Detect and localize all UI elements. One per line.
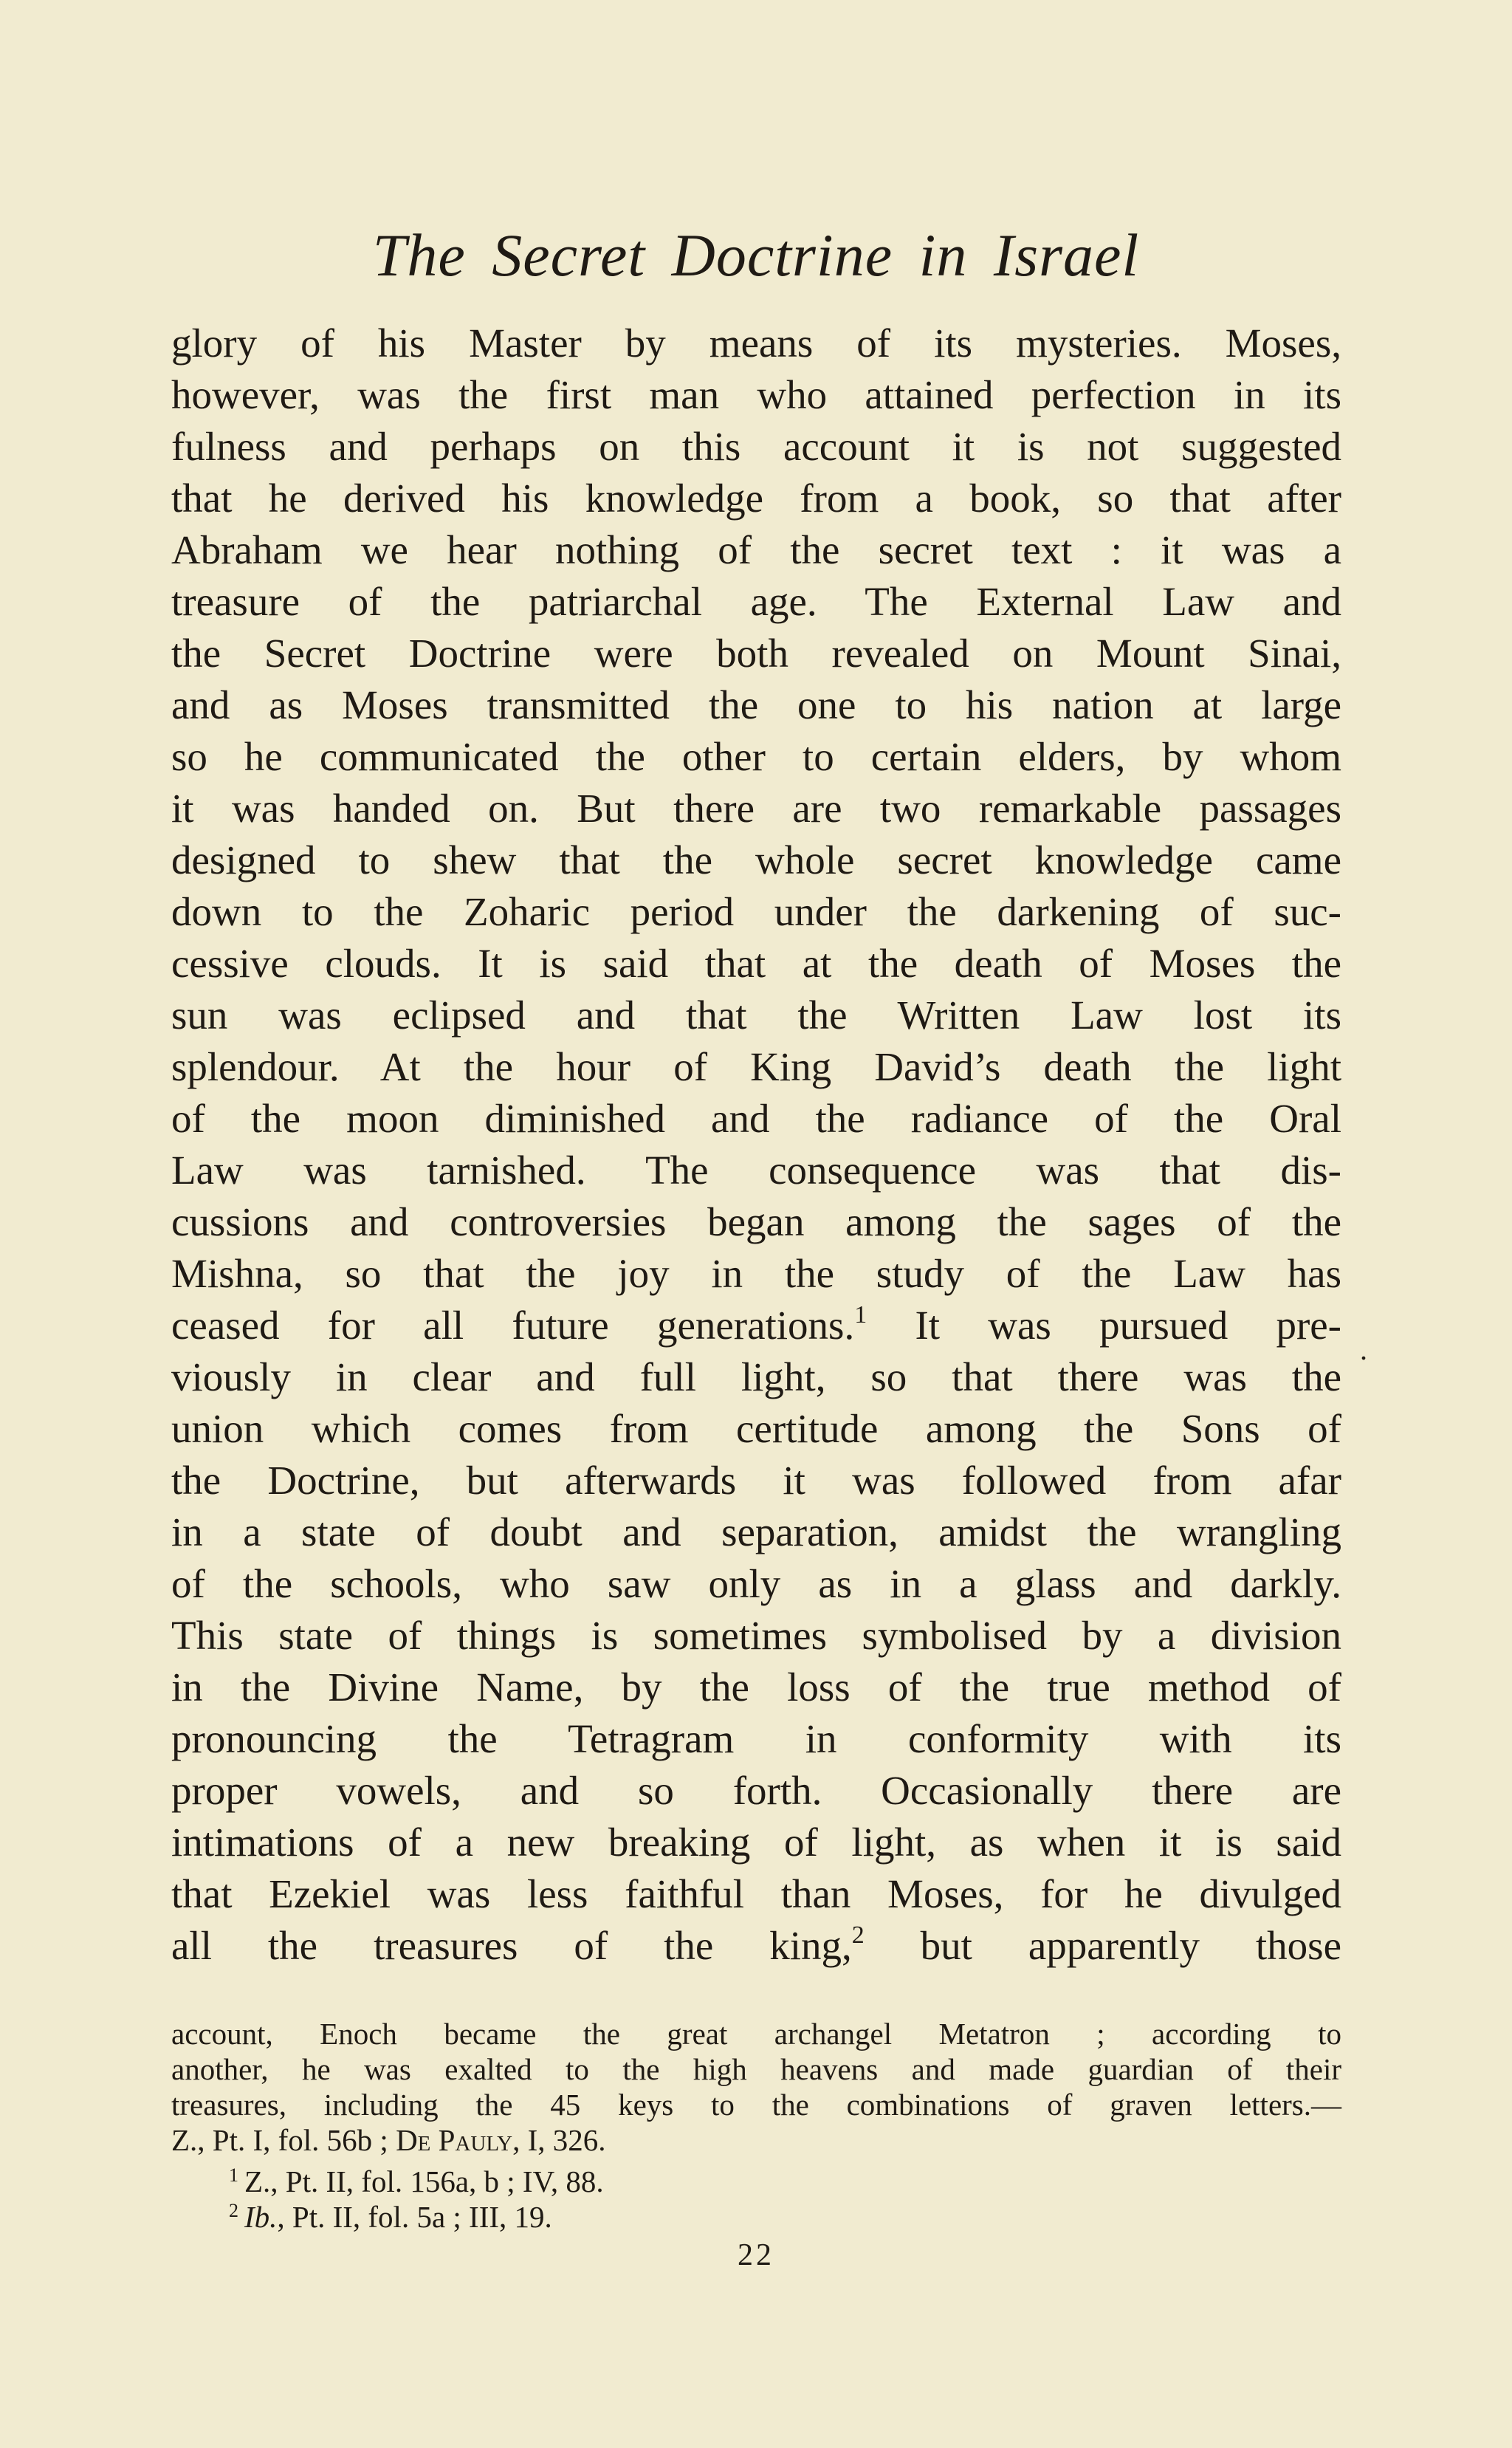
body-line-text: ceased for all future generations.	[171, 1303, 855, 1348]
footnote-continued-line: treasures, including the 45 keys to the combinations of graven letters.—	[171, 2088, 1341, 2122]
footnote-number: 2	[229, 2200, 238, 2221]
body-line-text: but apparently those	[864, 1923, 1341, 1968]
body-line: cussions and controversies began among the sages of the	[171, 1199, 1341, 1244]
body-line: that he derived his knowledge from a book, so that after	[171, 476, 1341, 521]
body-line: sun was eclipsed and that the Written Law lost its	[171, 992, 1341, 1038]
body-line: of the moon diminished and the radiance of the Oral	[171, 1096, 1341, 1141]
body-line: union which comes from certitude among the Sons of	[171, 1406, 1341, 1451]
body-line: in a state of doubt and separation, amidst the wrangling	[171, 1509, 1341, 1554]
body-line-text: all the treasures of the king,	[171, 1923, 852, 1968]
footnotes	[171, 2016, 1341, 2234]
footnote-citation-end: , I, 326.	[512, 2123, 606, 2157]
footnote-continued-last-line	[171, 2122, 1341, 2158]
body-line: it was handed on. But there are two remarkable passages	[171, 786, 1341, 831]
footnote-number: 1	[229, 2164, 238, 2186]
footnote-citation: Z., Pt. I, fol. 56b ;	[171, 2123, 396, 2157]
footnote-reference: 1	[854, 1301, 867, 1328]
page-number: 22	[738, 2238, 774, 2272]
body-line: cessive clouds. It is said that at the death of Moses the	[171, 941, 1341, 986]
footnote-text: Z., Pt. II, fol. 156a, b ; IV, 88.	[244, 2164, 604, 2198]
footnote-1	[171, 2158, 1341, 2198]
body-line: down to the Zoharic period under the darkening of suc-	[171, 889, 1341, 934]
footnote-continued-line: another, he was exalted to the high heavens and made guardian of their	[171, 2052, 1341, 2086]
body-line: This state of things is sometimes symbolised by a division	[171, 1613, 1341, 1658]
footnote-text: , Pt. II, fol. 5a ; III, 19.	[277, 2200, 552, 2234]
stray-mark: .	[1360, 1333, 1367, 1366]
footnote-continued-line: account, Enoch became the great archangel Metatron ; according to	[171, 2017, 1341, 2051]
body-line: so he communicated the other to certain elders, by whom	[171, 734, 1341, 779]
body-line: Abraham we hear nothing of the secret text : it was a	[171, 527, 1341, 572]
body-line: however, was the first man who attained perfection in its	[171, 372, 1341, 417]
body-line: Mishna, so that the joy in the study of the Law has	[171, 1251, 1341, 1296]
body-line-with-footnote	[171, 1920, 1341, 1972]
body-line: in the Divine Name, by the loss of the true method of	[171, 1664, 1341, 1710]
body-line: glory of his Master by means of its mysteries. Moses,	[171, 320, 1341, 366]
footnote-ibid: Ib.	[244, 2200, 278, 2234]
body-text	[171, 318, 1341, 1972]
body-line: the Secret Doctrine were both revealed on Mount Sinai,	[171, 631, 1341, 676]
body-line: viously in clear and full light, so that there was the	[171, 1354, 1341, 1399]
body-line: of the schools, who saw only as in a glass and darkly.	[171, 1561, 1341, 1606]
footnote-reference: 2	[851, 1921, 865, 1949]
body-line: Law was tarnished. The consequence was that dis-	[171, 1148, 1341, 1193]
body-line: pronouncing the Tetragram in conformity with its	[171, 1716, 1341, 1761]
footnote-2	[171, 2193, 1341, 2234]
footnote-author: De Pauly	[396, 2123, 513, 2157]
body-line: and as Moses transmitted the one to his nation at large	[171, 682, 1341, 727]
body-line: the Doctrine, but afterwards it was followed from afar	[171, 1458, 1341, 1503]
body-line: that Ezekiel was less faithful than Moses, for he divulged	[171, 1871, 1341, 1916]
body-line: designed to shew that the whole secret knowledge came	[171, 837, 1341, 882]
running-head: The Secret Doctrine in Israel	[372, 222, 1140, 289]
body-line: intimations of a new breaking of light, as when it is said	[171, 1820, 1341, 1865]
body-line-text: It was pursued pre-	[867, 1303, 1341, 1348]
body-line-with-footnote	[171, 1300, 1341, 1351]
body-line: fulness and perhaps on this account it is not suggested	[171, 424, 1341, 469]
body-line: treasure of the patriarchal age. The External Law and	[171, 579, 1341, 624]
body-line: proper vowels, and so forth. Occasionally there are	[171, 1768, 1341, 1813]
body-line: splendour. At the hour of King David’s death the light	[171, 1044, 1341, 1089]
